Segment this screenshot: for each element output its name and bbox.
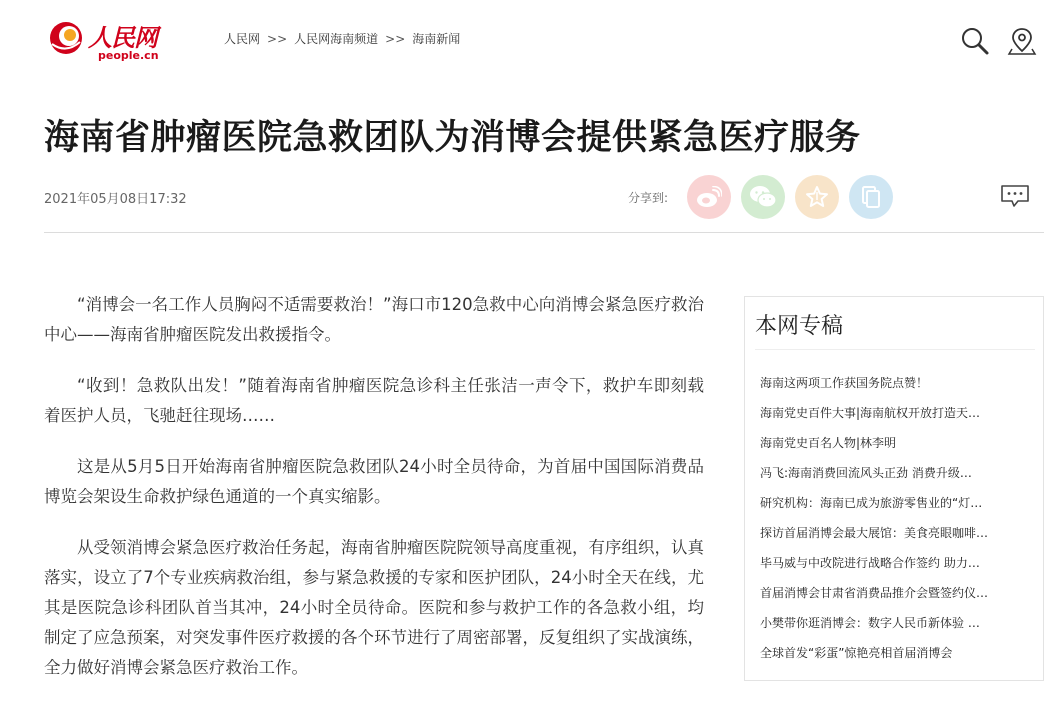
header-divider bbox=[44, 232, 1044, 233]
people-logo[interactable] bbox=[48, 18, 168, 66]
sidebar-divider bbox=[755, 349, 1035, 350]
location-icon bbox=[1007, 26, 1037, 56]
article-paragraph: “消博会一名工作人员胸闷不适需要救治！”海口市120急救中心向消博会紧急医疗救治中心——海南省肿瘤医院发出救援指令。 bbox=[44, 295, 704, 344]
article-paragraph: 从受领消博会紧急医疗救治任务起，海南省肿瘤医院院领导高度重视，有序组织，认真落实，设立了7个专业疾病救治组，参与紧急救援的专家和医护团队，24小时全天在线，尤其是医院急诊科团队首当其冲，24小时全员待命。医院和参与救护工作的各急救小组，均制定了应急预案，对突发事件医疗救援的各个环节进行了周密部署，反复组织了实战演练，全力做好消博会紧急医疗救治工作。 bbox=[44, 538, 704, 677]
article-body bbox=[44, 290, 704, 704]
sidebar-link[interactable]: 海南这两项工作获国务院点赞！ bbox=[760, 376, 929, 390]
sidebar-link[interactable]: 毕马威与中改院进行战略合作签约 助力… bbox=[760, 556, 980, 570]
breadcrumb-item-hainan-channel[interactable]: 人民网海南频道 bbox=[294, 32, 379, 46]
logo-mark-icon bbox=[48, 20, 84, 56]
breadcrumb bbox=[224, 30, 460, 47]
breadcrumb-item-people[interactable]: 人民网 bbox=[224, 32, 261, 46]
breadcrumb-separator: >> bbox=[385, 32, 406, 46]
share-wechat-button[interactable] bbox=[741, 175, 785, 219]
search-icon bbox=[960, 26, 990, 56]
wechat-icon bbox=[749, 185, 777, 209]
copy-link-button[interactable] bbox=[849, 175, 893, 219]
share-label: 分享到: bbox=[628, 191, 669, 205]
sidebar-link[interactable]: 全球首发“彩蛋”惊艳亮相首届消博会 bbox=[760, 646, 953, 660]
sidebar-list bbox=[760, 368, 1030, 668]
publish-date: 2021年05月08日17:32 bbox=[44, 192, 187, 207]
sidebar-link[interactable]: 探访首届消博会最大展馆：美食亮眼咖啡… bbox=[760, 526, 989, 540]
sidebar-link[interactable]: 小樊带你逛消博会：数字人民币新体验 … bbox=[760, 616, 980, 630]
share-weibo-button[interactable] bbox=[687, 175, 731, 219]
article-title: 海南省肿瘤医院急救团队为消博会提供紧急医疗服务 bbox=[44, 118, 861, 158]
logo-text-en: people.cn bbox=[98, 49, 159, 62]
logo-text-cn: 人民网 bbox=[88, 23, 157, 52]
favorite-button[interactable] bbox=[795, 175, 839, 219]
weibo-icon bbox=[696, 186, 722, 208]
article-paragraph: “收到！急救队出发！”随着海南省肿瘤医院急诊科主任张洁一声令下，救护车即刻载着医护人员，飞驰赶往现场…… bbox=[44, 376, 704, 425]
sidebar-link[interactable]: 首届消博会甘肃省消费品推介会暨签约仪… bbox=[760, 586, 989, 600]
breadcrumb-item-hainan-news[interactable]: 海南新闻 bbox=[412, 32, 461, 46]
sidebar-link[interactable]: 海南党史百件大事|海南航权开放打造天… bbox=[760, 406, 981, 420]
sidebar-title: 本网专稿 bbox=[755, 314, 844, 339]
search-button[interactable] bbox=[960, 26, 990, 56]
sidebar-link[interactable]: 海南党史百名人物|林李明 bbox=[760, 436, 897, 450]
comment-icon bbox=[1000, 184, 1030, 208]
comment-button[interactable] bbox=[1000, 184, 1030, 208]
breadcrumb-separator: >> bbox=[267, 32, 288, 46]
sidebar-link[interactable]: 冯飞:海南消费回流风头正劲 消费升级… bbox=[760, 466, 972, 480]
sidebar-link[interactable]: 研究机构：海南已成为旅游零售业的“灯… bbox=[760, 496, 983, 510]
star-icon bbox=[805, 185, 829, 209]
copy-icon bbox=[860, 185, 882, 209]
location-button[interactable] bbox=[1007, 26, 1037, 56]
sidebar-featured bbox=[744, 296, 1044, 681]
article-paragraph: 这是从5月5日开始海南省肿瘤医院急救团队24小时全员待命，为首届中国国际消费品博览会架设生命救护绿色通道的一个真实缩影。 bbox=[44, 457, 704, 506]
site-header bbox=[0, 0, 1048, 80]
